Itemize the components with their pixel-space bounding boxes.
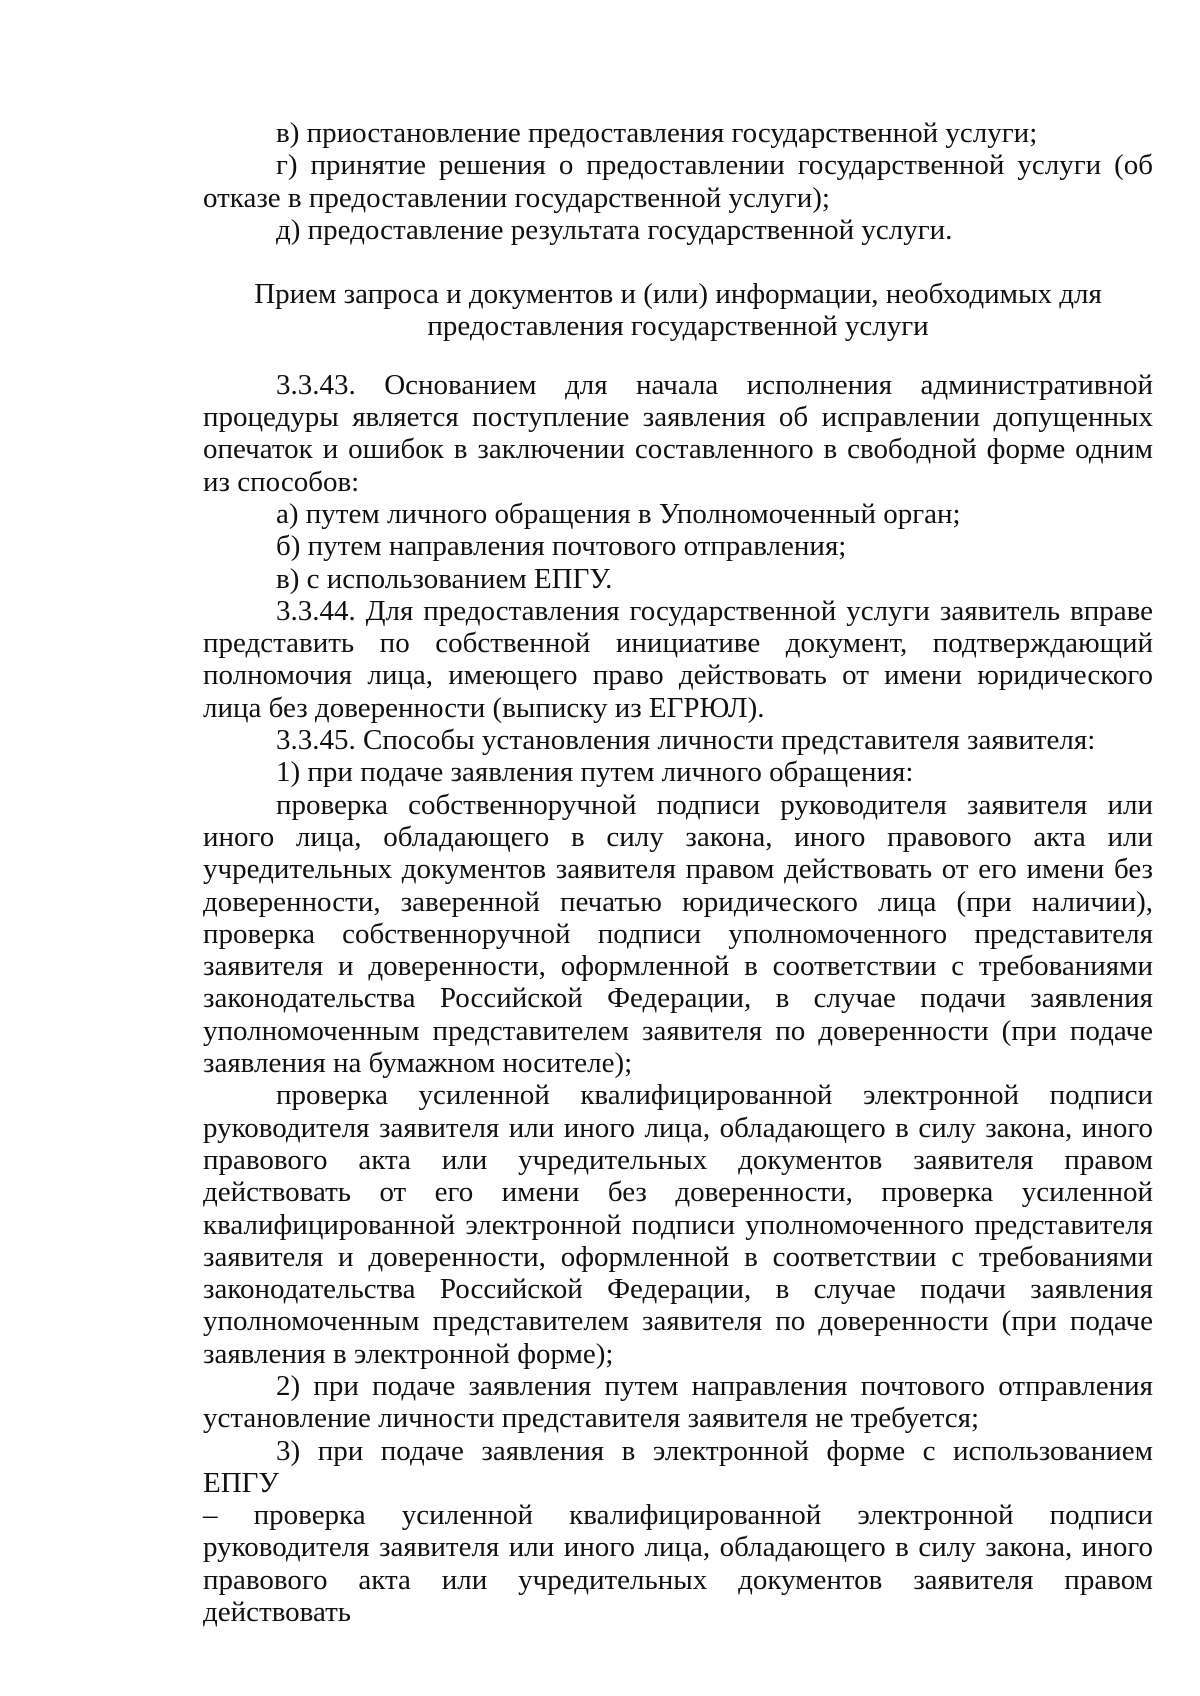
spacer [203, 246, 1153, 278]
method-item-v: в) с использованием ЕПГУ. [276, 562, 613, 595]
section-heading-line-1: Прием запроса и документов и (или) информации, необходимых для [254, 278, 1102, 311]
paragraph-item-g: г) принятие решения о предоставлении государственной услуги (об отказе в предоставлении государственной услуги); [203, 149, 1153, 214]
spacer [203, 343, 1153, 369]
paragraph-item-v: в) приостановление предоставления государственной услуги; [276, 117, 1038, 149]
identity-item-3-continuation: – проверка усиленной квалифицированной электронной подписи руководителя заявителя или иного лица, обладающего в силу закона, иного правового акта или учредительных документов заявителя правом действовать [203, 1499, 1153, 1629]
section-heading-line-2: предоставления государственной услуги [427, 310, 929, 343]
clause-3-3-44: 3.3.44. Для предоставления государственной услуги заявитель вправе представить по собственной инициативе документ, подтверждающий полномочия лица, имеющего право действовать от имени юридического лица без доверенности (выписку из ЕГРЮЛ). [203, 594, 1153, 724]
method-item-b: б) путем направления почтового отправления; [276, 530, 847, 563]
document-body [203, 117, 1153, 1628]
method-item-a: а) путем личного обращения в Уполномоченный орган; [276, 497, 961, 530]
identity-item-2: 2) при подаче заявления путем направления почтового отправления установление личности представителя заявителя не требуется; [203, 1369, 1153, 1435]
clause-3-3-45: 3.3.45. Способы установления личности представителя заявителя: [276, 724, 1096, 757]
electronic-signature-check: проверка усиленной квалифицированной электронной подписи руководителя заявителя или иного лица, обладающего в силу закона, иного правового акта или учредительных документов заявителя правом действовать от его имени без доверенности, проверка усиленной квалифицированной электронной подписи уполномоченного представителя заявителя и доверенности, оформленной в соответствии с требованиями законодательства Российской Федерации, в случае подачи заявления уполномоченным представителем заявителя по доверенности (при подаче заявления в электронной форме); [203, 1079, 1153, 1370]
identity-item-1: 1) при подаче заявления путем личного обращения: [276, 756, 914, 789]
identity-item-3: 3) при подаче заявления в электронной форме с использованием ЕПГУ [203, 1434, 1153, 1499]
paper-signature-check: проверка собственноручной подписи руководителя заявителя или иного лица, обладающего в силу закона, иного правового акта или учредительных документов заявителя правом действовать от его имени без доверенности, заверенной печатью юридического лица (при наличии), проверка собственноручной подписи уполномоченного представителя заявителя и доверенности, оформленной в соответствии с требованиями законодательства Российской Федерации, в случае подачи заявления уполномоченным представителем заявителя по доверенности (при подаче заявления на бумажном носителе); [203, 788, 1153, 1080]
paragraph-item-d: д) предоставление результата государственной услуги. [276, 213, 953, 246]
clause-3-3-43: 3.3.43. Основанием для начала исполнения административной процедуры является поступление заявления об исправлении допущенных опечаток и ошибок в заключении составленного в свободной форме одним из способов: [203, 368, 1153, 498]
